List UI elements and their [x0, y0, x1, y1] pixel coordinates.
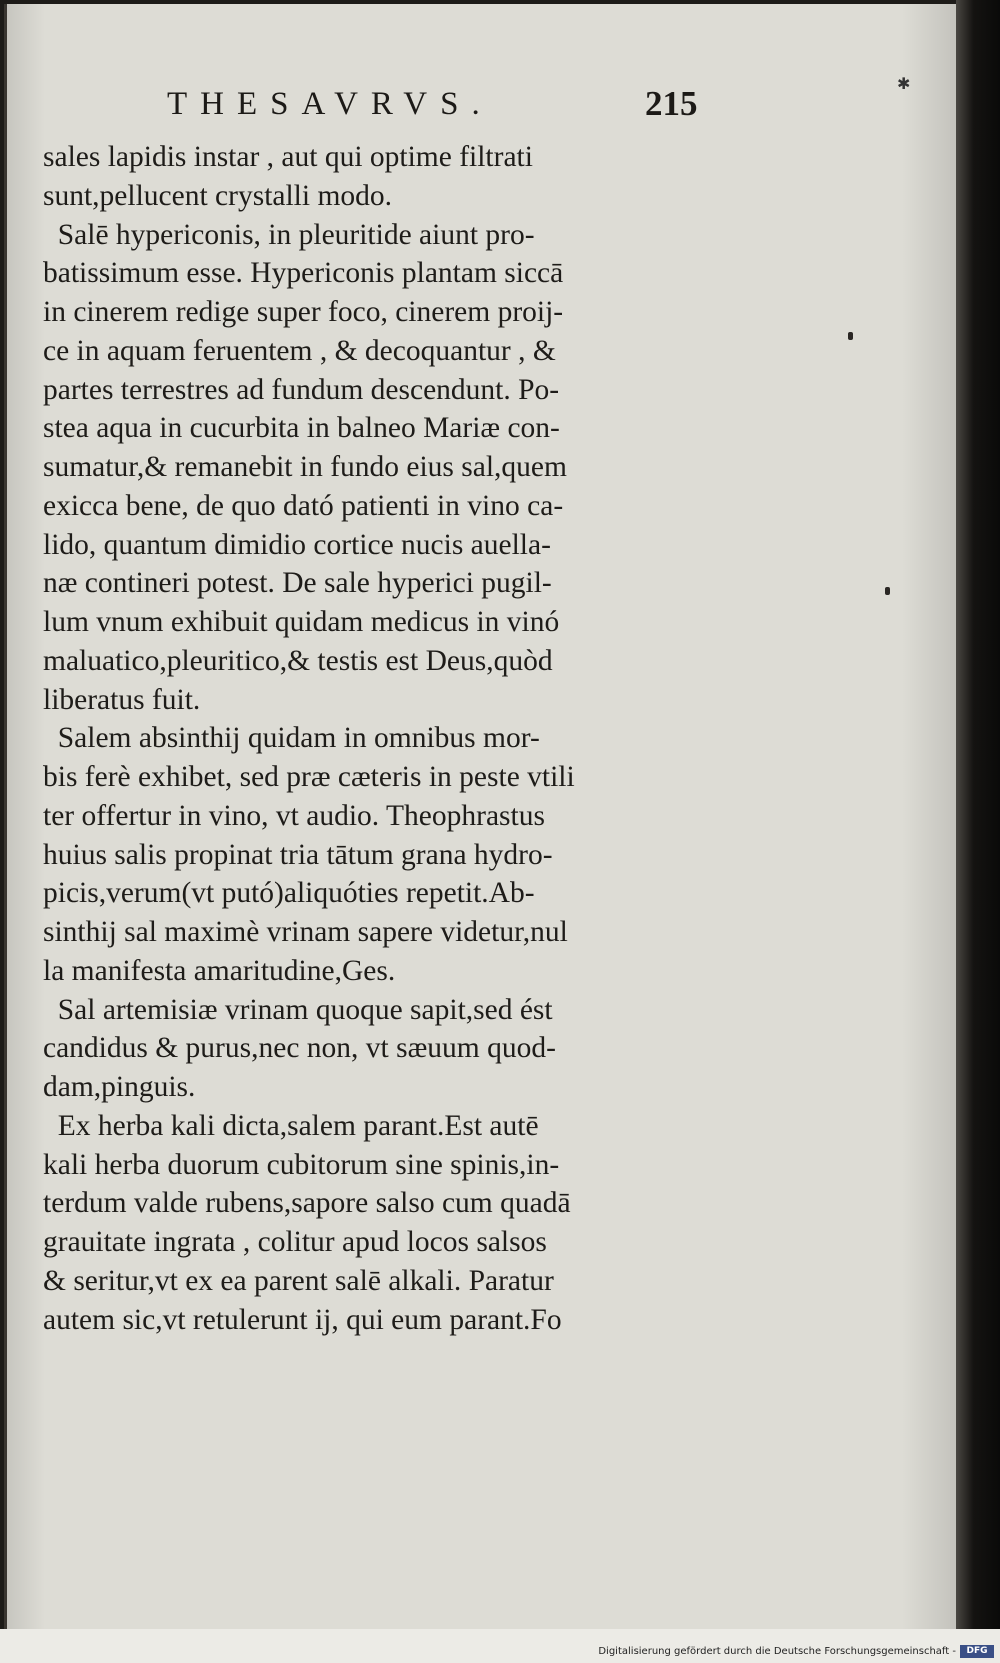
running-head: THESAVRVS.	[167, 86, 493, 122]
text-line: picis,verum(vt putó)aliquóties repetit.Ab-	[43, 877, 535, 910]
text-line: Salem absinthij quidam in omnibus mor-	[43, 722, 540, 755]
text-line: ter offertur in vino, vt audio. Theophrastus	[43, 799, 545, 832]
text-line: sumatur,& remanebit in fundo eius sal,quem	[43, 451, 567, 483]
text-line: sinthij sal maximè vrinam sapere videtur,nul	[43, 916, 568, 948]
text-line: maluatico,pleuritico,& testis est Deus,quòd	[43, 644, 553, 677]
body-text	[43, 138, 703, 1339]
text-line: partes terrestres ad fundum descendunt. Po-	[43, 373, 560, 406]
ink-speck-icon	[848, 332, 853, 340]
text-line: kali herba duorum cubitorum sine spinis,in-	[43, 1148, 560, 1181]
text-line: terdum valde rubens,sapore salso cum quadā	[43, 1187, 571, 1220]
text-line: autem sic,vt retulerunt ij, qui eum parant.Fo	[43, 1303, 562, 1336]
star-mark-icon: ✱	[897, 74, 911, 93]
ink-speck-icon	[885, 587, 890, 595]
text-line: lum vnum exhibuit quidam medicus in vinó	[43, 606, 560, 638]
book-page	[4, 4, 959, 1629]
text-line: sunt,pellucent crystalli modo.	[43, 179, 393, 212]
text-line: la manifesta amaritudine,Ges.	[43, 954, 396, 987]
text-line: & seritur,vt ex ea parent salē alkali. Paratur	[43, 1264, 554, 1297]
text-line: stea aqua in cucurbita in balneo Mariæ con-	[43, 412, 560, 445]
text-line: candidus & purus,nec non, vt sæuum quod-	[43, 1032, 556, 1065]
text-line: ce in aquam feruentem , & decoquantur , &	[43, 334, 556, 367]
text-line: batissimum esse. Hypericonis plantam siccā	[43, 257, 564, 290]
text-line: sales lapidis instar , aut qui optime filtrati	[43, 141, 533, 173]
text-line: exicca bene, de quo dató patienti in vino ca-	[43, 489, 564, 522]
book-edge-shadow	[956, 0, 1000, 1630]
text-line: huius salis propinat tria tātum grana hydro-	[43, 838, 553, 871]
page-number: 215	[645, 84, 698, 123]
text-line: Ex herba kali dicta,salem parant.Est autē	[43, 1109, 539, 1142]
text-line: liberatus fuit.	[43, 683, 201, 716]
dfg-logo-icon: DFG	[960, 1645, 994, 1658]
text-line: Salē hypericonis, in pleuritide aiunt pro-	[43, 218, 535, 251]
text-line: lido, quantum dimidio cortice nucis auella-	[43, 528, 551, 561]
text-line: Sal artemisiæ vrinam quoque sapit,sed ést	[43, 993, 553, 1026]
text-line: bis ferè exhibet, sed præ cæteris in peste vtili	[43, 761, 575, 793]
text-line: dam,pinguis.	[43, 1071, 196, 1103]
digitization-credit: Digitalisierung gefördert durch die Deutsche Forschungsgemeinschaft -	[598, 1646, 956, 1657]
text-line: næ contineri potest. De sale hyperici pugil-	[43, 567, 552, 600]
text-line: grauitate ingrata , colitur apud locos salsos	[43, 1226, 547, 1258]
text-line: in cinerem redige super foco, cinerem proij-	[43, 296, 564, 328]
